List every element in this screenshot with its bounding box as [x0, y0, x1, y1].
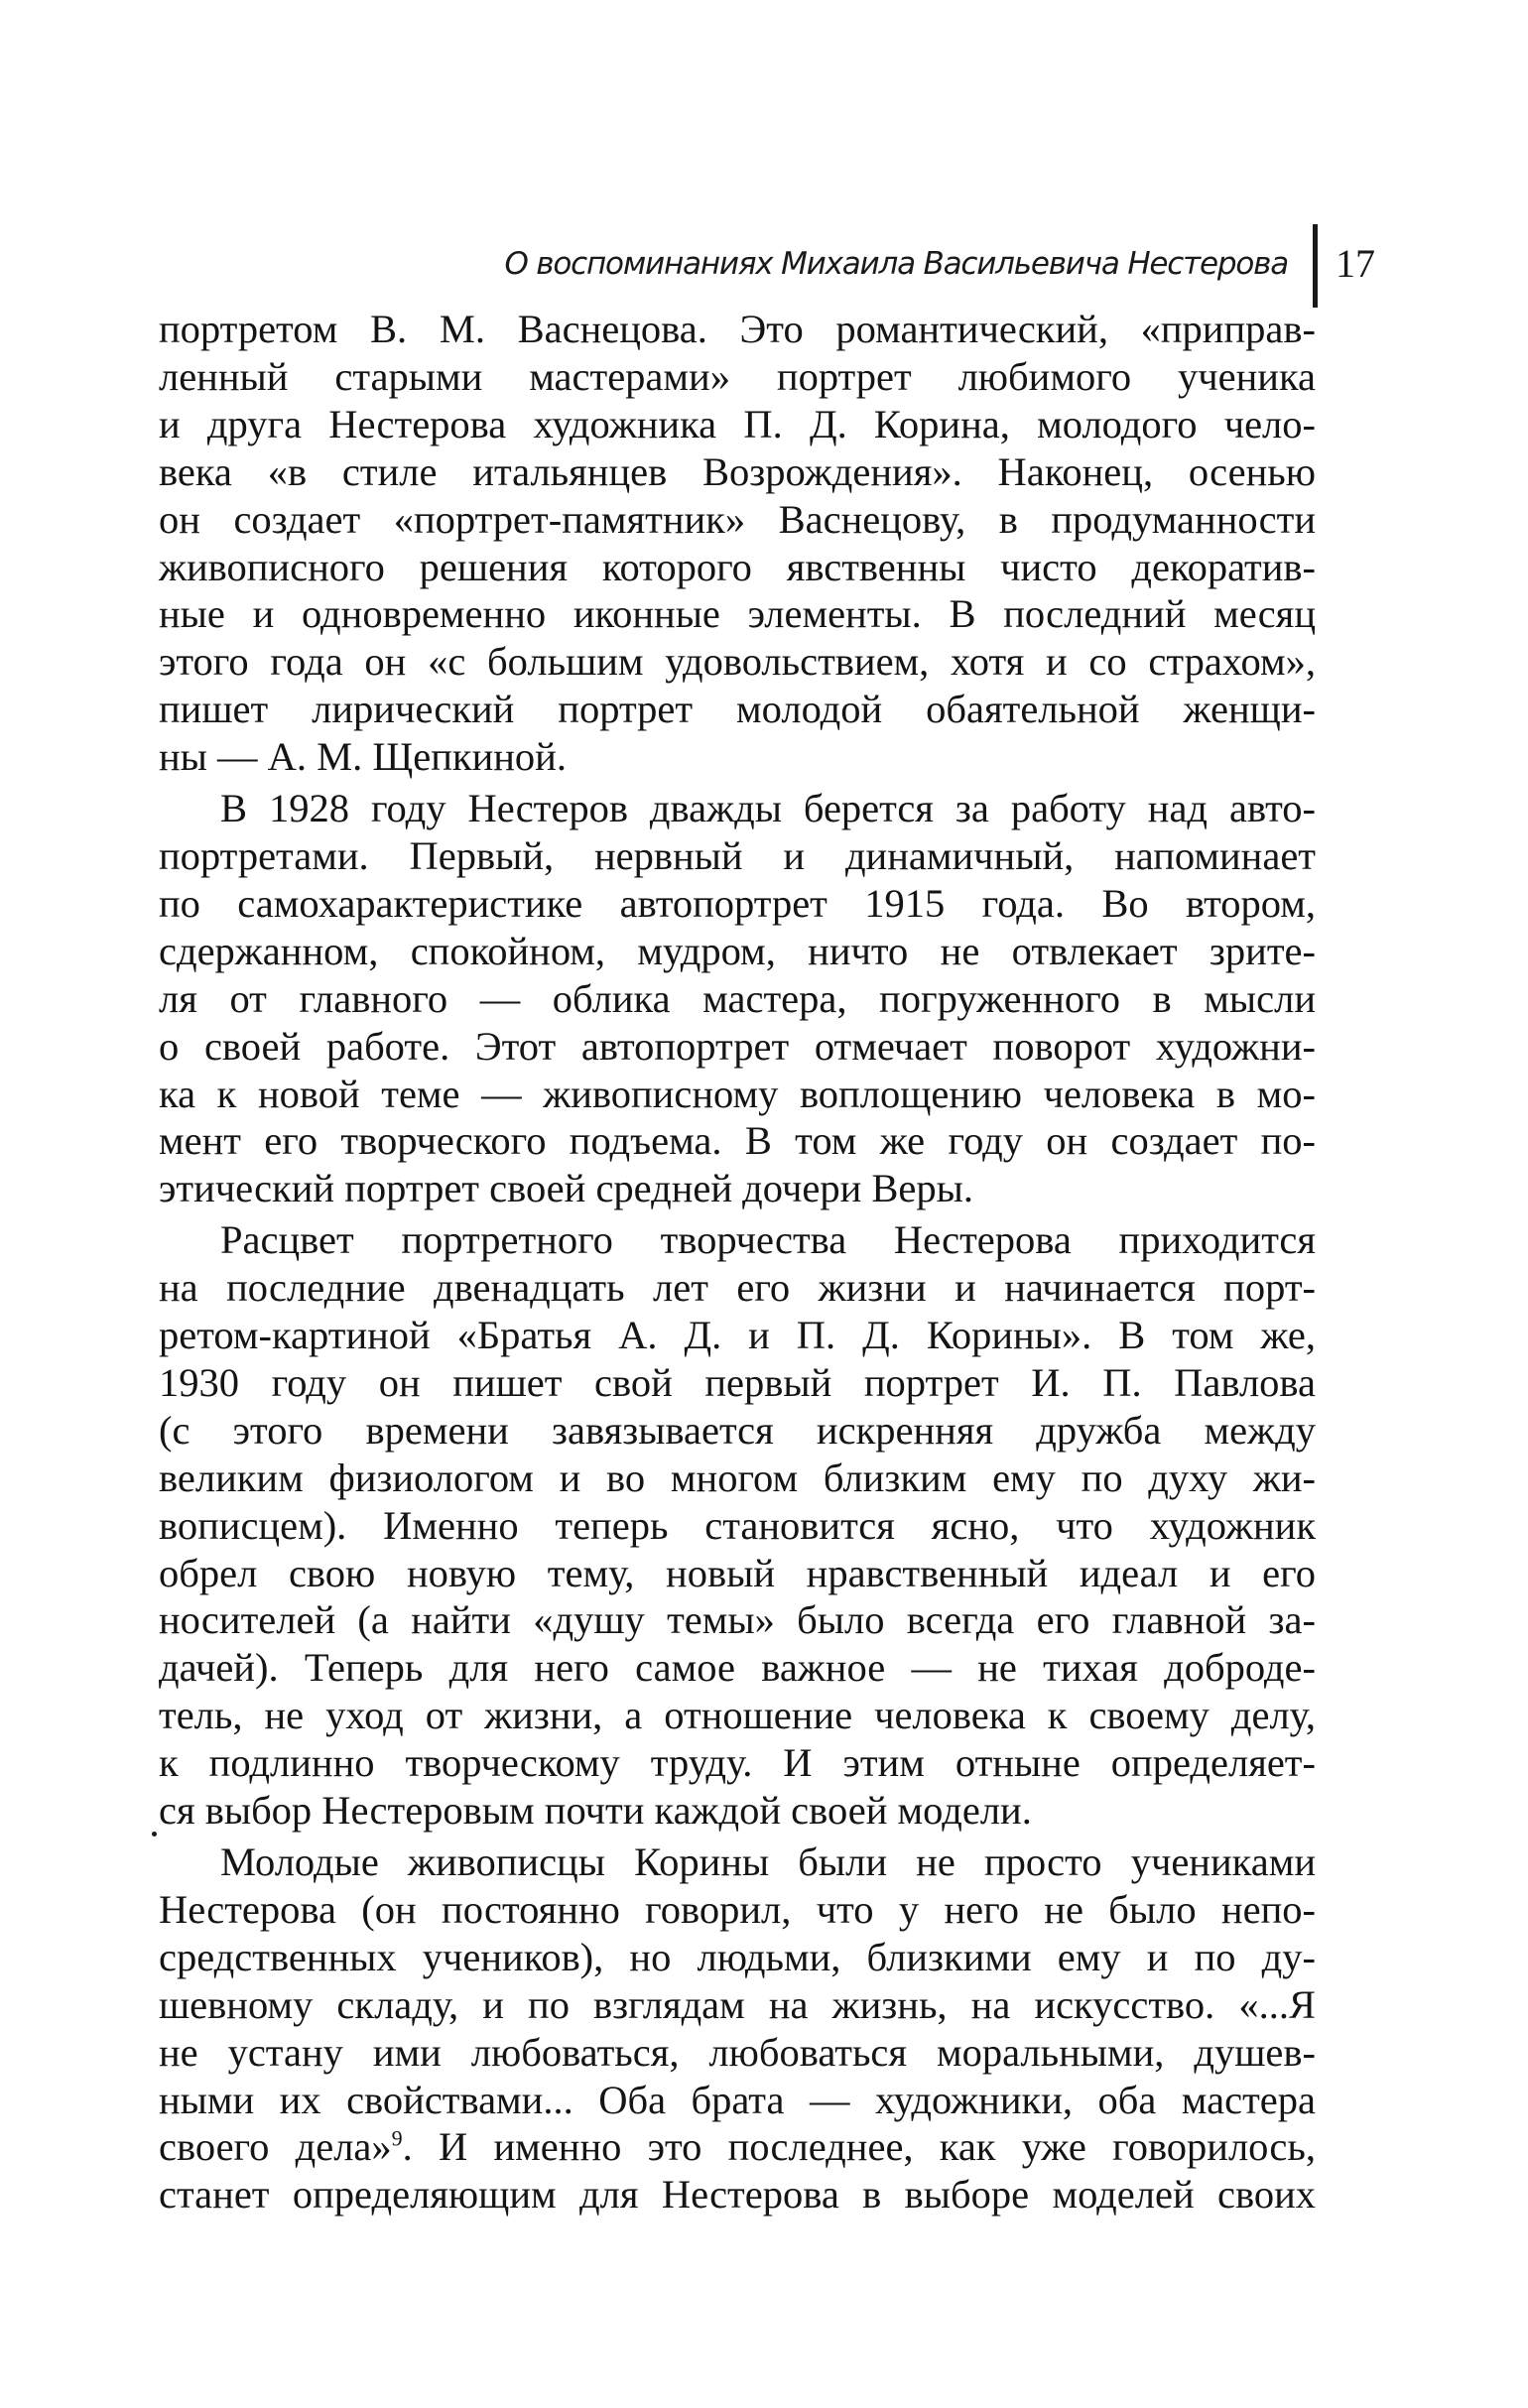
running-title: О воспоминаниях Михаила Васильевича Нестерова [504, 246, 1288, 282]
text-line: ные и одновременно иконные элементы. В последний месяц [159, 591, 1316, 637]
text-line: и друга Нестерова художника П. Д. Корина, молодого чело- [159, 401, 1316, 446]
text-line: ся выбор Нестеровым почти каждой своей модели. [159, 1788, 1032, 1834]
page-number: 17 [1336, 241, 1375, 286]
text-line: мент его творческого подъема. В том же году он создает по- [159, 1118, 1316, 1164]
text-line: В 1928 году Нестеров дважды берется за работу над авто- [220, 786, 1316, 831]
text-line: станет определяющим для Нестерова в выборе моделей своих [159, 2172, 1316, 2218]
text-line: портретами. Первый, нервный и динамичный, напоминает [159, 832, 1316, 878]
text-line: он создает «портрет-памятник» Васнецову, в продуманности [159, 496, 1316, 542]
text-line: средственных учеников), но людьми, близкими ему и по ду- [159, 1934, 1316, 1979]
header-rule [1313, 224, 1318, 308]
footnote-marker[interactable]: 9 [391, 2125, 403, 2151]
print-speck [152, 1832, 157, 1837]
text-line: по самохарактеристике автопортрет 1915 года. Во втором, [159, 880, 1316, 926]
body-text [159, 306, 1316, 2218]
text-line: Нестерова (он постоянно говорил, что у него не было непо- [159, 1886, 1316, 1932]
text-line: ретом-картиной «Братья А. Д. и П. Д. Корины». В том же, [159, 1313, 1316, 1358]
text-line: не устану ими любоваться, любоваться моральными, душев- [159, 2029, 1316, 2075]
text-line: сдержанном, спокойном, мудром, ничто не отвлекает зрите- [159, 928, 1316, 973]
paragraph-3 [159, 1216, 1316, 1835]
text-line: обрел свою новую тему, новый нравственный идеал и его [159, 1550, 1316, 1595]
text-line: на последние двенадцать лет его жизни и начинается порт- [159, 1265, 1316, 1311]
running-head [504, 230, 1310, 298]
text-line: носителей (а найти «душу темы» было всегда его главной за- [159, 1597, 1316, 1643]
text-line: великим физиологом и во многом близким ему по духу жи- [159, 1455, 1316, 1500]
text-line: живописного решения которого явственны чисто декоратив- [159, 544, 1316, 589]
text-line: вописцем). Именно теперь становится ясно, что художник [159, 1502, 1316, 1548]
paragraph-4 [159, 1838, 1316, 2218]
text-line: ны — А. М. Щепкиной. [159, 734, 567, 780]
text-line: этого года он «с большим удовольствием, хотя и со страхом», [159, 639, 1316, 685]
text-line: шевному складу, и по взглядам на жизнь, на искусство. «...Я [159, 1981, 1316, 2027]
paragraph-1 [159, 306, 1316, 781]
text-line: ленный старыми мастерами» портрет любимого ученика [159, 353, 1316, 399]
text-line: 1930 году он пишет свой первый портрет И. П. Павлова [159, 1359, 1316, 1405]
text-line: века «в стиле итальянцев Возрождения». Наконец, осенью [159, 448, 1316, 494]
text-line: пишет лирический портрет молодой обаятельной женщи- [159, 687, 1316, 732]
text-line: (с этого времени завязывается искренняя дружба между [159, 1407, 1316, 1453]
text-line-with-footnote [159, 2123, 1316, 2171]
text-line: Молодые живописцы Корины были не просто учениками [220, 1839, 1316, 1884]
text-fragment: . И именно это последнее, как уже говорилось, [402, 2124, 1317, 2170]
text-line: Расцвет портретного творчества Нестерова приходится [220, 1217, 1316, 1263]
paragraph-2 [159, 785, 1316, 1212]
text-line: к подлинно творческому труду. И этим отныне определяет- [159, 1740, 1316, 1786]
text-line: ка к новой теме — живописному воплощению человека в мо- [159, 1071, 1316, 1116]
text-line: ными их свойствами... Оба брата — художники, оба мастера [159, 2077, 1316, 2122]
text-line: тель, не уход от жизни, а отношение человека к своему делу, [159, 1693, 1316, 1738]
text-line: ля от главного — облика мастера, погруженного в мысли [159, 975, 1316, 1021]
text-fragment: своего дела» [159, 2124, 392, 2170]
text-line: этический портрет своей средней дочери Веры. [159, 1166, 973, 1211]
text-line: дачей). Теперь для него самое важное — не тихая доброде- [159, 1645, 1316, 1691]
text-line: о своей работе. Этот автопортрет отмечает поворот художни- [159, 1023, 1316, 1069]
text-line: портретом В. М. Васнецова. Это романтический, «приправ- [159, 307, 1316, 351]
